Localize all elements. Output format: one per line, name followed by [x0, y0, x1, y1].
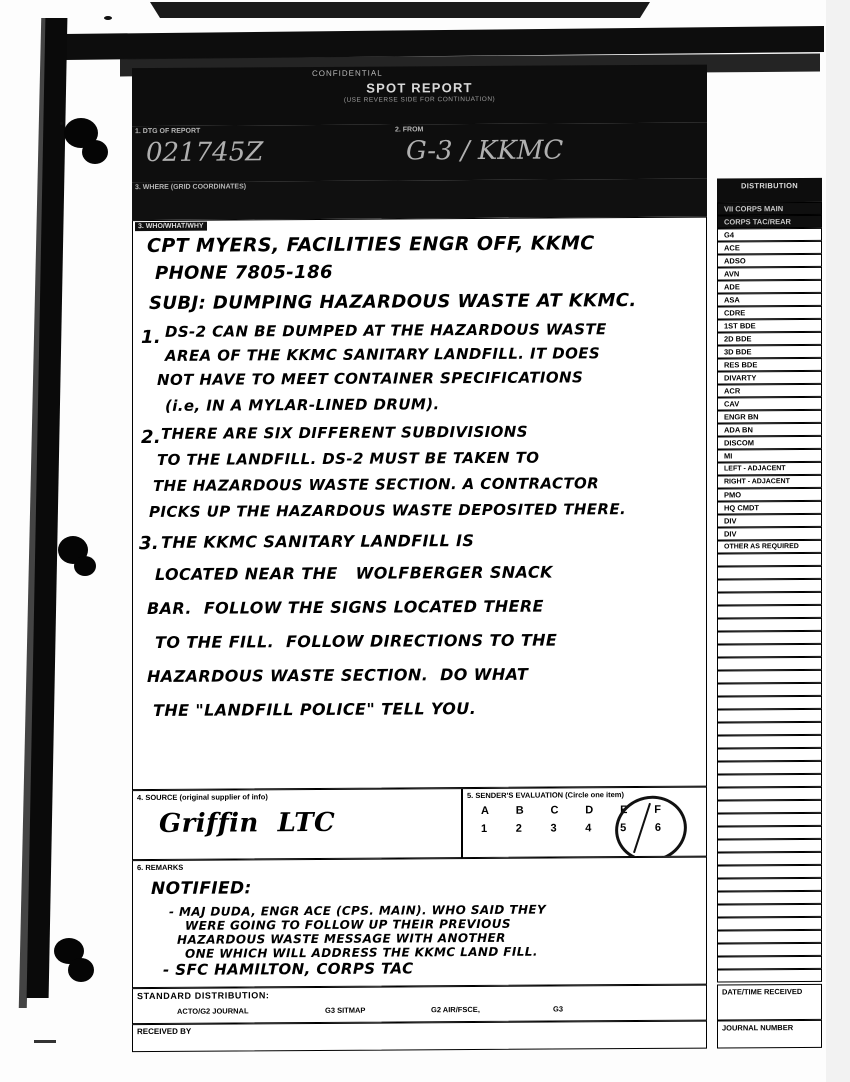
eval-number[interactable]: 4 — [585, 822, 592, 835]
distribution-item-6[interactable]: ADE — [717, 280, 822, 294]
distribution-blank-row[interactable] — [717, 605, 822, 619]
classification-marking: CONFIDENTIAL — [312, 68, 383, 79]
hw-p3-number: 3. — [139, 532, 160, 555]
hw-p1-number: 1. — [141, 326, 162, 349]
distribution-blank-row[interactable] — [717, 774, 822, 788]
distribution-item-1[interactable]: CORPS TAC/REAR — [717, 215, 822, 229]
hw-p2-number: 2. — [141, 426, 162, 449]
speck-2 — [60, 122, 63, 125]
distribution-item-8[interactable]: CDRE — [717, 306, 822, 320]
distribution-blank-row[interactable] — [717, 930, 822, 944]
distribution-item-7[interactable]: ASA — [717, 293, 822, 307]
distribution-blank-row[interactable] — [717, 566, 822, 580]
scan-artifact-top-band — [150, 2, 650, 18]
distribution-blank-row[interactable] — [717, 956, 822, 970]
std-dist-item-4[interactable]: G3 — [553, 1004, 564, 1014]
journal-number-field[interactable] — [717, 1020, 822, 1049]
distribution-blank-row[interactable] — [717, 826, 822, 840]
distribution-blank-row[interactable] — [717, 969, 822, 983]
hw-p2-line-4: PICKS UP THE HAZARDOUS WASTE DEPOSITED THERE. — [149, 500, 627, 522]
distribution-item-22[interactable]: PMO — [717, 488, 822, 502]
distribution-item-5[interactable]: AVN — [717, 267, 822, 281]
distribution-item-9[interactable]: 1ST BDE — [717, 319, 822, 333]
field-source[interactable] — [132, 788, 462, 860]
eval-number[interactable]: 1 — [481, 822, 488, 835]
eval-letter[interactable]: C — [550, 804, 559, 817]
hw-p1-line-4: (i.e, IN A MYLAR-LINED DRUM). — [165, 395, 440, 415]
distribution-blank-row[interactable] — [717, 800, 822, 814]
distribution-blank-row[interactable] — [717, 917, 822, 931]
distribution-blank-row[interactable] — [717, 553, 822, 567]
distribution-item-11[interactable]: 3D BDE — [717, 345, 822, 359]
form-title: SPOT REPORT — [366, 80, 473, 96]
eval-number[interactable]: 6 — [654, 821, 661, 834]
eval-number[interactable]: 5 — [620, 822, 627, 835]
spot-report-form — [132, 56, 822, 1037]
distribution-blank-row[interactable] — [717, 709, 822, 723]
distribution-item-14[interactable]: ACR — [717, 384, 822, 398]
distribution-blank-row[interactable] — [717, 670, 822, 684]
hw-p1-line-2: AREA OF THE KKMC SANITARY LANDFILL. IT DOES — [165, 344, 601, 365]
hw-line-1: CPT MYERS, FACILITIES ENGR OFF, KKMC — [147, 232, 595, 258]
std-dist-item-2[interactable]: G3 SITMAP — [325, 1005, 366, 1015]
distribution-blank-row[interactable] — [717, 943, 822, 957]
eval-number[interactable]: 3 — [550, 822, 557, 835]
hw-p1-line-3: NOT HAVE TO MEET CONTAINER SPECIFICATIONS — [157, 368, 584, 389]
field-source-signature: Griffin LTC — [159, 807, 336, 839]
distribution-blank-row[interactable] — [717, 813, 822, 827]
distribution-blank-row[interactable] — [717, 735, 822, 749]
scan-artifact-bottom-mark — [34, 1040, 56, 1043]
distribution-blank-row[interactable] — [717, 683, 822, 697]
distribution-item-23[interactable]: HQ CMDT — [717, 501, 822, 515]
distribution-item-24[interactable]: DIV — [717, 514, 822, 528]
standard-distribution-label: STANDARD DISTRIBUTION: — [137, 990, 270, 1002]
hw-p3-line-6: THE "LANDFILL POLICE" TELL YOU. — [153, 699, 477, 720]
field-from[interactable] — [392, 123, 707, 181]
received-by-row[interactable] — [132, 1021, 707, 1053]
eval-letter[interactable]: A — [481, 804, 489, 817]
date-time-received-field[interactable] — [717, 984, 822, 1021]
hw-remarks-line-3: HAZARDOUS WASTE MESSAGE WITH ANOTHER — [177, 930, 506, 947]
distribution-blank-row[interactable] — [717, 748, 822, 762]
distribution-item-18[interactable]: DISCOM — [717, 436, 822, 450]
hw-remarks-line-5: - SFC HAMILTON, CORPS TAC — [163, 959, 414, 979]
distribution-item-21[interactable]: RIGHT - ADJACENT — [717, 475, 822, 489]
field-who-what-why-label: 3. WHO/WHAT/WHY — [135, 222, 207, 231]
distribution-blank-row[interactable] — [717, 657, 822, 671]
distribution-blank-row[interactable] — [717, 579, 822, 593]
field-dtg-value: 021745Z — [146, 137, 264, 169]
hw-remarks-line-1: - MAJ DUDA, ENGR ACE (CPS. MAIN). WHO SAID THEY — [169, 902, 547, 919]
distribution-item-13[interactable]: DIVARTY — [717, 371, 822, 385]
distribution-item-12[interactable]: RES BDE — [717, 358, 822, 372]
field-from-value: G-3 / KKMC — [406, 135, 564, 167]
field-where-label: 3. WHERE (GRID COORDINATES) — [135, 183, 247, 192]
hw-remarks-line-2: WERE GOING TO FOLLOW UP THEIR PREVIOUS — [185, 916, 511, 933]
hw-line-2: PHONE 7805-186 — [155, 261, 333, 284]
distribution-header — [717, 178, 822, 203]
distribution-blank-row[interactable] — [717, 722, 822, 736]
distribution-item-16[interactable]: ENGR BN — [717, 410, 822, 424]
eval-letter[interactable]: D — [585, 804, 594, 817]
distribution-blank-row[interactable] — [717, 878, 822, 892]
distribution-item-4[interactable]: ADSO — [717, 254, 822, 268]
distribution-blank-row[interactable] — [717, 696, 822, 710]
hw-remarks-line-4: ONE WHICH WILL ADDRESS THE KKMC LAND FILL. — [185, 944, 538, 961]
distribution-item-10[interactable]: 2D BDE — [717, 332, 822, 346]
hw-subject: SUBJ: DUMPING HAZARDOUS WASTE AT KKMC. — [149, 290, 637, 315]
toner-blob-6 — [68, 958, 94, 982]
field-sender-evaluation[interactable] — [462, 787, 707, 858]
field-dtg-of-report[interactable] — [132, 125, 392, 183]
distribution-blank-row[interactable] — [717, 865, 822, 879]
hw-p2-line-2: TO THE LANDFILL. DS-2 MUST BE TAKEN TO — [157, 448, 540, 469]
hw-p2-line-1: THERE ARE SIX DIFFERENT SUBDIVISIONS — [161, 422, 528, 443]
field-remarks[interactable] — [132, 857, 707, 989]
distribution-item-3[interactable]: ACE — [717, 241, 822, 255]
page-right-edge — [826, 0, 850, 1082]
form-subtitle: (USE REVERSE SIDE FOR CONTINUATION) — [343, 95, 496, 104]
distribution-column — [717, 178, 822, 879]
toner-blob-2 — [82, 140, 108, 164]
eval-number[interactable]: 2 — [515, 822, 522, 835]
distribution-item-0[interactable]: VII CORPS MAIN — [717, 202, 822, 216]
field-remarks-label: 6. REMARKS — [137, 862, 184, 873]
form-title-block — [132, 65, 707, 127]
hw-p1-line-1: DS-2 CAN BE DUMPED AT THE HAZARDOUS WASTE — [165, 320, 607, 341]
distribution-blank-row[interactable] — [717, 631, 822, 645]
hw-p2-line-3: THE HAZARDOUS WASTE SECTION. A CONTRACTOR — [153, 474, 600, 495]
distribution-footer: OTHER AS REQUIRED — [717, 540, 822, 554]
distribution-blank-row[interactable] — [717, 787, 822, 801]
standard-distribution-row[interactable] — [132, 985, 707, 1025]
distribution-item-15[interactable]: CAV — [717, 397, 822, 411]
distribution-blank-row[interactable] — [717, 891, 822, 905]
eval-letter[interactable]: F — [654, 803, 661, 816]
std-dist-item-1[interactable]: ACTO/G2 JOURNAL — [177, 1006, 249, 1016]
distribution-item-25[interactable]: DIV — [717, 527, 822, 541]
speck-1 — [104, 16, 112, 20]
field-from-label: 2. FROM — [395, 126, 424, 134]
distribution-blank-row[interactable] — [717, 592, 822, 606]
distribution-blank-row[interactable] — [717, 904, 822, 918]
std-dist-item-3[interactable]: G2 AIR/FSCE, — [431, 1004, 480, 1015]
distribution-blank-row[interactable] — [717, 761, 822, 775]
distribution-header-label: DISTRIBUTION — [741, 181, 798, 191]
distribution-item-20[interactable]: LEFT - ADJACENT — [717, 462, 822, 476]
distribution-item-2[interactable]: G4 — [717, 228, 822, 242]
field-eval-label: 5. SENDER'S EVALUATION (Circle one item) — [467, 790, 624, 801]
field-where-grid[interactable] — [132, 179, 707, 221]
toner-blob-4 — [74, 556, 96, 576]
eval-letter[interactable]: B — [515, 804, 524, 817]
received-by-label: RECEIVED BY — [137, 1026, 192, 1037]
distribution-blank-row[interactable] — [717, 618, 822, 632]
journal-number-label: JOURNAL NUMBER — [722, 1023, 794, 1033]
distribution-item-17[interactable]: ADA BN — [717, 423, 822, 437]
hw-p3-line-2: LOCATED NEAR THE WOLFBERGER SNACK — [155, 562, 553, 584]
hw-p3-line-4: TO THE FILL. FOLLOW DIRECTIONS TO THE — [155, 630, 558, 652]
distribution-item-19[interactable]: MI — [717, 449, 822, 463]
distribution-blank-row[interactable] — [717, 644, 822, 658]
hw-p3-line-3: BAR. FOLLOW THE SIGNS LOCATED THERE — [147, 596, 544, 619]
eval-letter[interactable]: E — [620, 804, 628, 817]
distribution-blank-row[interactable] — [717, 839, 822, 853]
hw-remarks-title: NOTIFIED: — [151, 878, 252, 899]
hw-p3-line-1: THE KKMC SANITARY LANDFILL IS — [161, 531, 475, 552]
distribution-blank-row[interactable] — [717, 852, 822, 866]
field-dtg-label: 1. DTG OF REPORT — [135, 127, 201, 136]
date-time-received-label: DATE/TIME RECEIVED — [722, 987, 803, 997]
field-source-label: 4. SOURCE (original supplier of info) — [137, 792, 268, 803]
hw-p3-line-5: HAZARDOUS WASTE SECTION. DO WHAT — [147, 664, 529, 687]
field-who-what-why[interactable] — [132, 217, 707, 791]
